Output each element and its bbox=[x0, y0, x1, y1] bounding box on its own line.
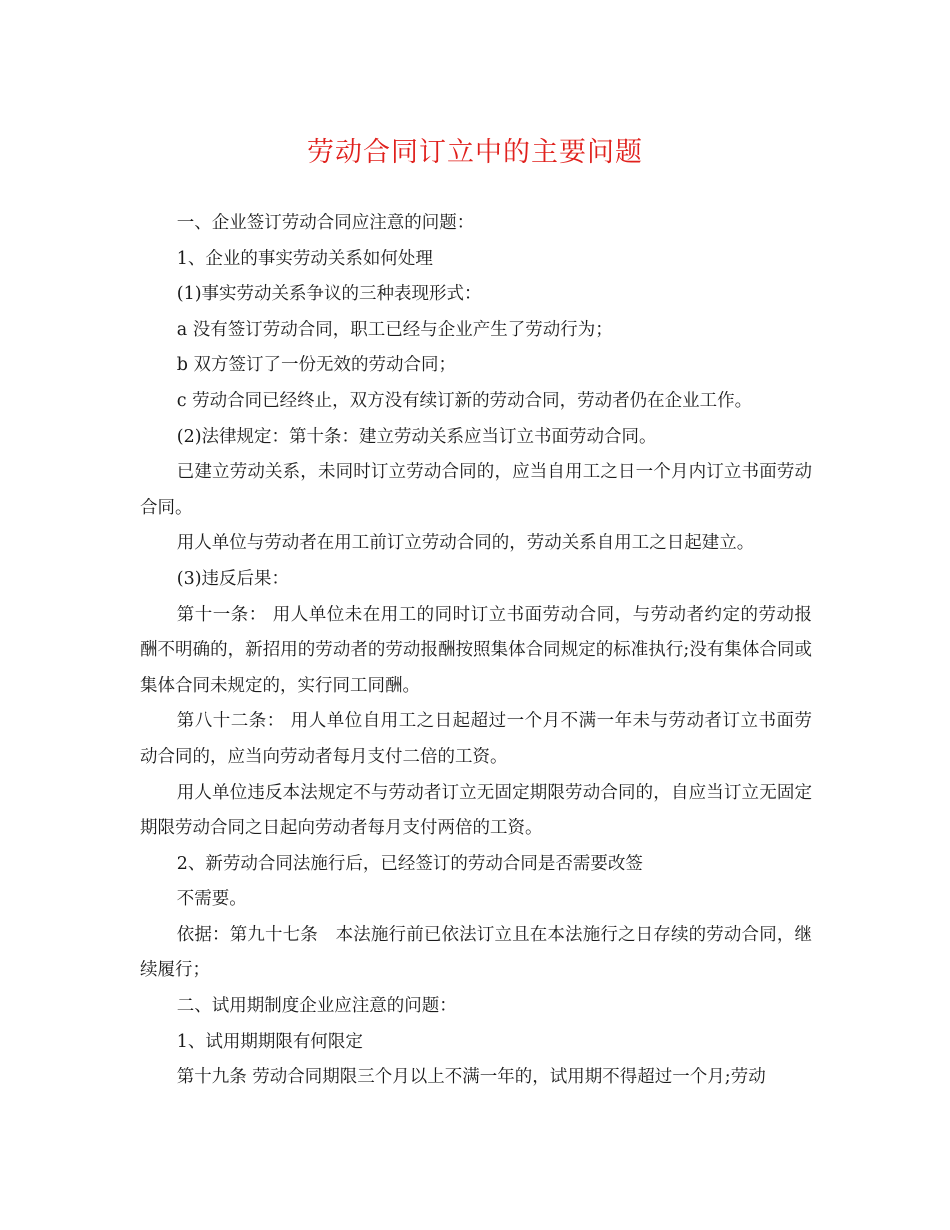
paragraph: 第十九条 劳动合同期限三个月以上不满一年的，试用期不得超过一个月;劳动 bbox=[176, 1067, 766, 1088]
list-item-c: c 劳动合同已经终止，双方没有续订新的劳动合同，劳动者仍在企业工作。 bbox=[176, 390, 753, 411]
paragraph: 依据：第九十七条 本法施行前已依法订立且在本法施行之日存续的劳动合同，继续履行； bbox=[140, 924, 812, 981]
section-heading-2: 二、试用期制度企业应注意的问题： bbox=[176, 996, 457, 1017]
paragraph: 已建立劳动关系，未同时订立劳动合同的，应当自用工之日一个月内订立书面劳动合同。 bbox=[140, 462, 812, 518]
paragraph: 不需要。 bbox=[176, 889, 247, 910]
list-item-b: b 双方签订了一份无效的劳动合同； bbox=[176, 355, 457, 376]
document-body bbox=[140, 206, 812, 1096]
paragraph: 用人单位违反本法规定不与劳动者订立无固定期限劳动合同的，自应当订立无固定期限劳动合同之日起向劳动者每月支付两倍的工资。 bbox=[140, 782, 812, 839]
list-item-a: a 没有签订劳动合同，职工已经与企业产生了劳动行为； bbox=[176, 319, 613, 340]
paragraph: 第十一条： 用人单位未在用工的同时订立书面劳动合同，与劳动者约定的劳动报酬不明确的，新招用的劳动者的劳动报酬按照集体合同规定的标准执行;没有集体合同或集体合同未规定的，实行同工同酬。 bbox=[140, 604, 812, 696]
paragraph: (3)违反后果： bbox=[176, 568, 290, 589]
subheading-1-1: 1、企业的事实劳动关系如何处理 bbox=[176, 248, 433, 269]
paragraph: 用人单位与劳动者在用工前订立劳动合同的，劳动关系自用工之日起建立。 bbox=[176, 533, 755, 554]
document-title: 劳动合同订立中的主要问题 bbox=[307, 137, 643, 168]
paragraph: 第八十二条： 用人单位自用工之日起超过一个月不满一年未与劳动者订立书面劳动合同的，应当向劳动者每月支付二倍的工资。 bbox=[140, 711, 812, 767]
paragraph: (2)法律规定：第十条：建立劳动关系应当订立书面劳动合同。 bbox=[176, 426, 657, 447]
section-heading-1: 一、企业签订劳动合同应注意的问题： bbox=[176, 213, 475, 233]
paragraph: (1)事实劳动关系争议的三种表现形式： bbox=[176, 284, 482, 305]
subheading-1-2: 2、新劳动合同法施行后，已经签订的劳动合同是否需要改签 bbox=[176, 853, 643, 874]
subheading-2-1: 1、试用期期限有何限定 bbox=[176, 1031, 363, 1052]
